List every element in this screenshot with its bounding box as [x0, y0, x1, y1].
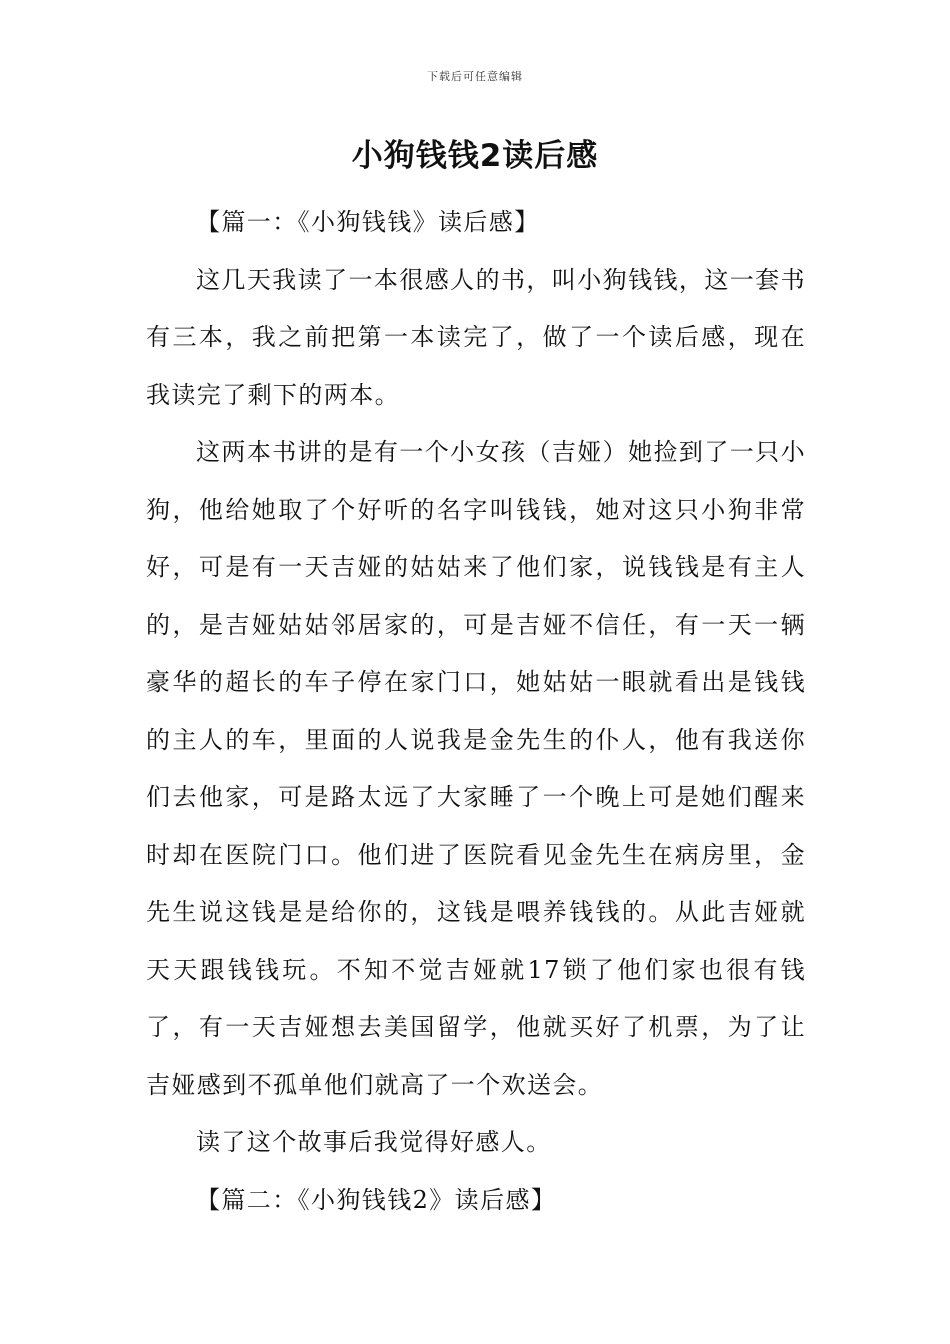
document-title: 小狗钱钱2读后感	[351, 138, 599, 174]
paragraph: 这几天我读了一本很感人的书，叫小狗钱钱，这一套书有三本，我之前把第一本读完了，做了一个读后感，现在我读完了剩下的两本。	[146, 265, 806, 409]
section-heading-1: 【篇一：《小狗钱钱》读后感】	[196, 208, 540, 236]
paragraph: 读了这个故事后我觉得好感人。	[196, 1128, 552, 1156]
paragraph: 这两本书讲的是有一个小女孩（吉娅）她捡到了一只小狗，他给她取了个好听的名字叫钱钱，她对这只小狗非常好，可是有一天吉娅的姑姑来了他们家，说钱钱是有主人的，是吉娅姑姑邻居家的，可是吉娅不信任，有一天一辆豪华的超长的车子停在家门口，她姑姑一眼就看出是钱钱的主人的车，里面的人说我是金先生的仆人，他有我送你们去他家，可是路太远了大家睡了一个晚上可是她们醒来时却在医院门口。他们进了医院看见金先生在病房里，金先生说这钱是是给你的，这钱是喂养钱钱的。从此吉娅就天天跟钱钱玩。不知不觉吉娅就17锁了他们家也很有钱了，有一天吉娅想去美国留学，他就买好了机票，为了让吉娅感到不孤单他们就高了一个欢送会。	[146, 438, 806, 1099]
document-body	[146, 194, 806, 1229]
section-heading-2: 【篇二：《小狗钱钱2》读后感】	[196, 1185, 557, 1214]
page-header-note: 下载后可任意编辑	[427, 70, 523, 83]
